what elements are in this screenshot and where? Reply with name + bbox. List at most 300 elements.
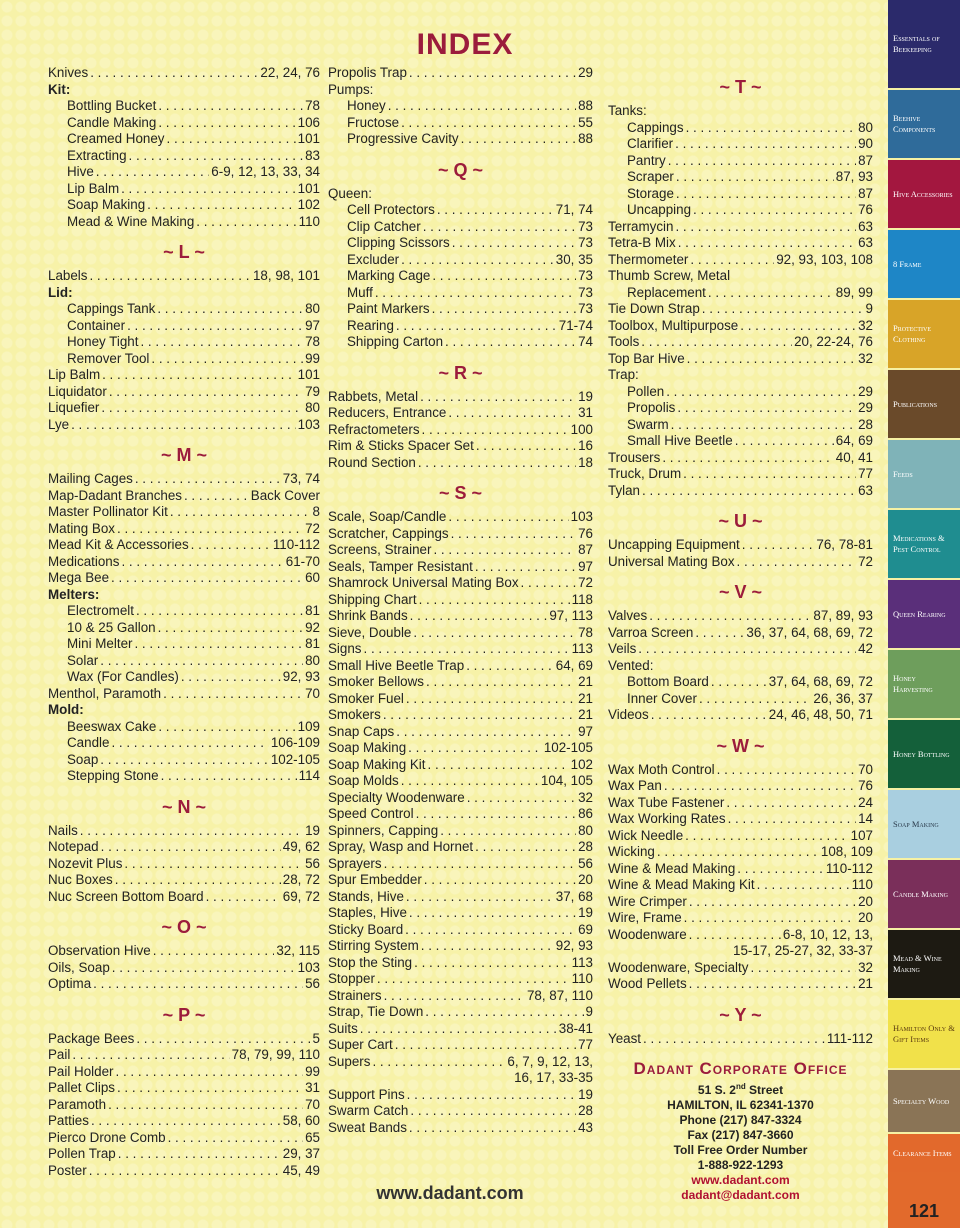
footer-url[interactable]: www.dadant.com: [376, 1183, 524, 1203]
entry-pages: 73: [578, 235, 593, 250]
entry-pages: 70: [305, 1096, 320, 1112]
dot-leader: [671, 417, 856, 434]
dot-leader: [140, 334, 303, 351]
entry-pages: 18, 98, 101: [252, 268, 320, 283]
index-column-3: [608, 65, 873, 1203]
index-entry: [608, 641, 873, 658]
entry-name: Uncapping: [627, 202, 692, 217]
entry-name: Signs: [328, 641, 362, 656]
section-tab[interactable]: [888, 90, 960, 158]
dot-leader: [699, 691, 811, 708]
dot-leader: [693, 202, 856, 219]
entry-pages: 103: [297, 416, 320, 432]
dot-leader: [466, 658, 554, 675]
entry-name: Support Pins: [328, 1086, 405, 1102]
section-tab[interactable]: [888, 650, 960, 718]
entry-pages: 113: [571, 954, 593, 970]
section-tab[interactable]: [888, 790, 960, 858]
entry-name: Candle Making: [67, 114, 157, 130]
dot-leader: [702, 301, 864, 318]
dot-leader: [364, 641, 570, 658]
dot-leader: [521, 575, 577, 592]
dot-leader: [684, 910, 856, 927]
entry-pages: 103: [570, 509, 593, 524]
section-tab-label: Queen Rearing: [893, 608, 946, 619]
page-number: 121: [888, 1172, 960, 1228]
dot-leader: [121, 554, 283, 571]
section-tab-label: Hive Accessories: [893, 188, 953, 199]
dot-leader: [161, 768, 297, 785]
entry-name: Pantry: [627, 152, 666, 168]
dot-leader: [424, 872, 576, 889]
entry-pages: 19: [578, 905, 593, 920]
entry-name: Spur Embedder: [328, 872, 422, 887]
index-entry: [328, 65, 593, 82]
entry-pages: 106: [297, 114, 320, 130]
index-subentry: [48, 115, 320, 132]
entry-pages: 58, 60: [282, 1113, 320, 1128]
entry-name: Wire, Frame: [608, 910, 682, 925]
index-entry: [328, 740, 593, 757]
tollfree-number: 1-888-922-1293: [697, 1158, 784, 1172]
entry-pages: 103: [297, 959, 320, 975]
index-subentry: [48, 351, 320, 368]
section-tab-label: Beehive Components: [893, 113, 936, 134]
section-letter-heading: ~ L ~: [163, 242, 205, 262]
entry-name: Smokers: [328, 707, 381, 722]
entry-name: Pail Holder: [48, 1063, 114, 1079]
entry-pages: 20: [578, 872, 593, 887]
dot-leader: [117, 521, 303, 538]
index-entry: [328, 1054, 593, 1071]
dot-leader: [452, 235, 576, 252]
dot-leader: [426, 674, 576, 691]
entry-name: Shrink Bands: [328, 608, 408, 623]
entry-name: Soap Making: [328, 740, 407, 755]
entry-name: Observation Hive: [48, 943, 151, 958]
entry-pages: 70: [858, 761, 873, 777]
dot-leader: [395, 1037, 576, 1054]
entry-name: Container: [67, 317, 126, 333]
entry-pages: 72: [305, 520, 320, 536]
dot-leader: [147, 197, 295, 214]
entry-pages: 114: [298, 768, 320, 783]
entry-pages: 81: [305, 636, 320, 651]
entry-name: Supers: [328, 1053, 371, 1069]
entry-pages: 56: [578, 855, 593, 871]
dot-leader: [433, 542, 576, 559]
index-entry: [48, 1080, 320, 1097]
index-entry: [48, 471, 320, 488]
entry-pages: 113: [571, 641, 593, 656]
entry-name: Inner Cover: [627, 690, 697, 706]
entry-name: Wicking: [608, 844, 655, 859]
dot-leader: [728, 811, 857, 828]
entry-name: Videos: [608, 707, 649, 722]
entry-name: Hive: [67, 164, 94, 179]
office-city: HAMILTON, IL 62341-1370: [667, 1098, 814, 1112]
dot-leader: [116, 1064, 304, 1081]
index-entry: [608, 1031, 873, 1048]
entry-name: Wine & Mead Making: [608, 860, 736, 876]
entry-name: Screens, Strainer: [328, 542, 432, 557]
index-entry: [328, 1103, 593, 1120]
entry-pages: 92, 93: [282, 669, 320, 684]
dot-leader: [451, 526, 577, 543]
dot-leader: [737, 861, 824, 878]
index-subentry: [48, 620, 320, 637]
dot-leader: [167, 131, 296, 148]
section-tab-label: Publications: [893, 398, 938, 409]
dot-leader: [181, 669, 281, 686]
entry-name: Mead Kit & Accessories: [48, 537, 189, 552]
entry-name: Soap Making Kit: [328, 756, 426, 772]
entry-name: Trousers: [608, 449, 661, 465]
index-subentry: [608, 120, 873, 137]
entry-name: Cappings: [627, 119, 684, 135]
dot-leader: [461, 131, 576, 148]
index-subentry: [608, 691, 873, 708]
index-entry: [328, 922, 593, 939]
entry-pages: 19: [578, 1086, 593, 1102]
section-tab[interactable]: [888, 300, 960, 368]
dot-leader: [410, 1103, 576, 1120]
index-entry: [48, 504, 320, 521]
dot-leader: [643, 1031, 825, 1048]
entry-name: Top Bar Hive: [608, 350, 685, 366]
entry-pages: 87: [858, 185, 873, 201]
entry-pages: 21: [578, 674, 593, 689]
dot-leader: [668, 153, 856, 170]
entry-name: Shipping Chart: [328, 591, 417, 607]
dot-leader: [108, 1097, 303, 1114]
index-entry: [608, 219, 873, 236]
entry-pages: 110-112: [272, 537, 320, 552]
dot-leader: [740, 318, 856, 335]
index-entry: [48, 839, 320, 856]
entry-name: Specialty Woodenware: [328, 789, 465, 805]
dot-leader: [717, 762, 856, 779]
index-entry: [48, 1064, 320, 1081]
index-subentry: [48, 318, 320, 335]
office-street: [608, 1079, 873, 1098]
index-entry: [608, 252, 873, 269]
dot-leader: [448, 405, 576, 422]
index-subentry: [328, 334, 593, 351]
entry-pages: 5: [312, 1030, 320, 1046]
index-group-heading: Vented:: [608, 657, 654, 673]
entry-name: Propolis: [627, 400, 676, 415]
dot-leader: [100, 752, 269, 769]
street-suffix: nd: [735, 1082, 746, 1091]
entry-name: Stop the Sting: [328, 954, 413, 970]
entry-name: Wax Tube Fastener: [608, 794, 725, 810]
dot-leader: [735, 433, 834, 450]
dot-leader: [641, 334, 792, 351]
dot-leader: [418, 455, 576, 472]
office-website-link[interactable]: www.dadant.com: [691, 1173, 790, 1187]
entry-name: Clarifier: [627, 136, 674, 151]
section-letter-heading: ~ Q ~: [437, 159, 484, 180]
section-tab[interactable]: [888, 0, 960, 88]
index-entry: [48, 976, 320, 993]
dot-leader: [664, 778, 856, 795]
dot-leader: [726, 795, 856, 812]
entry-pages: 56: [305, 855, 320, 871]
dot-leader: [360, 1021, 557, 1038]
section-tab[interactable]: [888, 1000, 960, 1068]
index-entry: [608, 976, 873, 993]
dot-leader: [689, 894, 856, 911]
entry-name: Tetra-B Mix: [608, 235, 676, 250]
section-tab-label: Honey Bottling: [893, 748, 950, 759]
index-entry: [328, 1120, 593, 1137]
entry-pages: 110-112: [825, 860, 873, 876]
dot-leader: [419, 592, 570, 609]
entry-pages: 80: [305, 301, 320, 316]
dot-leader: [129, 148, 304, 165]
entry-pages: 88: [578, 98, 593, 113]
index-subentry: [48, 735, 320, 752]
entry-pages: 101: [297, 180, 320, 196]
entry-pages: 37, 64, 68, 69, 72: [768, 674, 873, 689]
index-entry: [48, 384, 320, 401]
entry-name: Round Section: [328, 454, 416, 470]
section-letter-heading: ~ S ~: [438, 483, 483, 503]
index-entry: [328, 889, 593, 906]
section-tab-label: Clearance Items: [893, 1147, 952, 1158]
entry-pages: 30, 35: [555, 251, 593, 267]
entry-name: Sweat Bands: [328, 1119, 407, 1135]
entry-pages: 118: [571, 591, 593, 607]
entry-pages: 101: [297, 367, 320, 382]
entry-name: Map-Dadant Branches: [48, 487, 182, 503]
dot-leader: [163, 686, 303, 703]
entry-pages: 109: [297, 718, 320, 734]
index-subentry: [328, 235, 593, 252]
dot-leader: [406, 691, 576, 708]
entry-pages: 19: [305, 822, 320, 838]
entry-pages: 73, 74: [282, 471, 320, 486]
dot-leader: [100, 653, 303, 670]
dot-leader: [448, 509, 568, 526]
entry-name: Fructose: [347, 114, 400, 130]
index-entry: [48, 1047, 320, 1064]
entry-name: Woodenware: [608, 926, 687, 942]
dot-leader: [662, 450, 833, 467]
index-subentry: [48, 148, 320, 165]
section-letter-heading: ~ W ~: [716, 735, 765, 756]
index-subentry: [48, 131, 320, 148]
index-subentry: [608, 417, 873, 434]
office-phone: Phone (217) 847-3324: [679, 1113, 802, 1127]
index-subentry: [328, 98, 593, 115]
index-entry: [608, 844, 873, 861]
dot-leader: [109, 384, 303, 401]
index-subentry: [48, 181, 320, 198]
entry-pages: 20: [858, 893, 873, 909]
entry-pages: 28: [858, 416, 873, 432]
index-column-1: [48, 65, 320, 1179]
entry-pages: 110: [571, 971, 593, 986]
section-tab[interactable]: [888, 370, 960, 438]
dot-leader: [414, 955, 570, 972]
entry-pages: 99: [305, 1063, 320, 1079]
entry-name: 10 & 25 Gallon: [67, 619, 156, 635]
entry-name: Terramycin: [608, 218, 674, 234]
dot-leader: [476, 438, 576, 455]
entry-pages: 32: [858, 317, 873, 333]
entry-name: Knives: [48, 65, 89, 80]
entry-pages: 88: [578, 131, 593, 146]
entry-name: Smoker Bellows: [328, 674, 424, 689]
index-subentry: [328, 252, 593, 269]
index-subentry: [48, 653, 320, 670]
dot-leader: [432, 268, 576, 285]
section-tab[interactable]: [888, 860, 960, 928]
entry-pages: 9: [865, 301, 873, 316]
entry-pages: 76: [858, 202, 873, 217]
index-subentry: [48, 164, 320, 181]
index-entry: [328, 905, 593, 922]
entry-pages: 65: [305, 1129, 320, 1145]
entry-pages: 69, 72: [282, 888, 320, 904]
entry-pages: 97: [305, 317, 320, 333]
entry-name: Smoker Fuel: [328, 690, 404, 706]
dot-leader: [475, 839, 576, 856]
entry-pages: 21: [858, 976, 873, 991]
dot-leader: [153, 943, 275, 960]
entry-name: Shamrock Universal Mating Box: [328, 575, 519, 590]
entry-pages: 71-74: [558, 317, 593, 333]
section-tab[interactable]: [888, 440, 960, 508]
entry-pages: 64, 69: [835, 433, 873, 448]
index-entry: [328, 955, 593, 972]
section-tab[interactable]: [888, 720, 960, 788]
entry-name: Oils, Soap: [48, 959, 110, 975]
dot-leader: [409, 905, 576, 922]
index-entry: [48, 856, 320, 873]
index-entry: [328, 542, 593, 559]
index-subentry: [608, 384, 873, 401]
entry-name: Extracting: [67, 147, 127, 163]
index-entry: [608, 235, 873, 252]
dot-leader: [115, 872, 281, 889]
section-tab[interactable]: [888, 1070, 960, 1132]
entry-pages: 9: [585, 1004, 593, 1019]
index-entry: [608, 960, 873, 977]
dot-leader: [405, 922, 576, 939]
index-entry: [48, 1113, 320, 1130]
index-group-heading: Kit:: [48, 81, 71, 97]
entry-pages: 20: [858, 910, 873, 925]
street-name: Street: [745, 1083, 784, 1097]
entry-pages: 6-9, 12, 13, 33, 34: [211, 164, 320, 179]
section-tab[interactable]: [888, 160, 960, 228]
entry-pages: 87, 89, 93: [813, 608, 873, 623]
entry-name: Swarm: [627, 416, 669, 432]
entry-name: Varroa Screen: [608, 624, 694, 640]
dot-leader: [112, 960, 296, 977]
index-entry: [608, 318, 873, 335]
index-subentry: [328, 285, 593, 302]
entry-pages: 21: [578, 690, 593, 706]
dot-leader: [683, 466, 856, 483]
dot-leader: [101, 400, 303, 417]
entry-name: Honey Tight: [67, 334, 139, 349]
section-tab[interactable]: [888, 230, 960, 298]
index-entry: [48, 417, 320, 434]
entry-pages: 60: [305, 570, 320, 585]
entry-name: Candle: [67, 735, 110, 750]
dot-leader: [687, 351, 856, 368]
section-letter-heading: ~ T ~: [719, 77, 762, 97]
dot-leader: [467, 790, 576, 807]
dot-leader: [437, 202, 554, 219]
index-group-heading: Lid:: [48, 284, 73, 300]
index-entry: [328, 1004, 593, 1021]
index-entry: [48, 889, 320, 906]
office-email-link[interactable]: dadant@dadant.com: [681, 1188, 800, 1202]
index-subentry: [328, 219, 593, 236]
section-tab-label: Specialty Wood: [893, 1095, 950, 1106]
index-entry: [608, 762, 873, 779]
section-tab[interactable]: [888, 510, 960, 578]
index-entry: [48, 686, 320, 703]
section-tab[interactable]: [888, 580, 960, 648]
index-entry: [608, 483, 873, 500]
entry-pages: 102: [570, 756, 593, 772]
entry-pages: 15-17, 25-27, 32, 33-37: [733, 943, 873, 958]
entry-name: Refractometers: [328, 421, 420, 437]
entry-name: Suits: [328, 1020, 358, 1036]
entry-name: Notepad: [48, 839, 99, 854]
dot-leader: [638, 641, 856, 658]
section-tab[interactable]: [888, 1134, 960, 1172]
entry-name: Sticky Board: [328, 921, 404, 937]
index-entry: [328, 1021, 593, 1038]
entry-name: Mailing Cages: [48, 471, 133, 486]
index-entry: [48, 488, 320, 505]
index-subentry: [608, 202, 873, 219]
entry-pages: 45, 49: [282, 1162, 320, 1178]
dot-leader: [377, 971, 570, 988]
dot-leader: [410, 608, 548, 625]
index-entry: [48, 65, 320, 82]
entry-name: Pollen Trap: [48, 1146, 116, 1161]
entry-pages: 64, 69: [555, 657, 593, 673]
dot-leader: [168, 1130, 304, 1147]
corporate-office-block: [608, 1059, 873, 1203]
dot-leader: [425, 1004, 583, 1021]
entry-pages: 92, 93, 103, 108: [776, 251, 873, 267]
dot-leader: [102, 367, 296, 384]
dot-leader: [416, 806, 576, 823]
entry-name: Nozevit Plus: [48, 855, 123, 871]
index-entry: [608, 301, 873, 318]
entry-pages: 69: [578, 921, 593, 937]
entry-name: Lye: [48, 416, 70, 432]
index-entry: [608, 351, 873, 368]
entry-name: Pallet Clips: [48, 1080, 115, 1095]
dot-leader: [685, 828, 848, 845]
entry-name: Universal Mating Box: [608, 553, 735, 569]
entry-name: Liquidator: [48, 383, 107, 399]
section-tab[interactable]: [888, 930, 960, 998]
entry-pages: 90: [858, 136, 873, 151]
entry-name: Soap: [67, 751, 99, 767]
dot-leader: [111, 735, 268, 752]
